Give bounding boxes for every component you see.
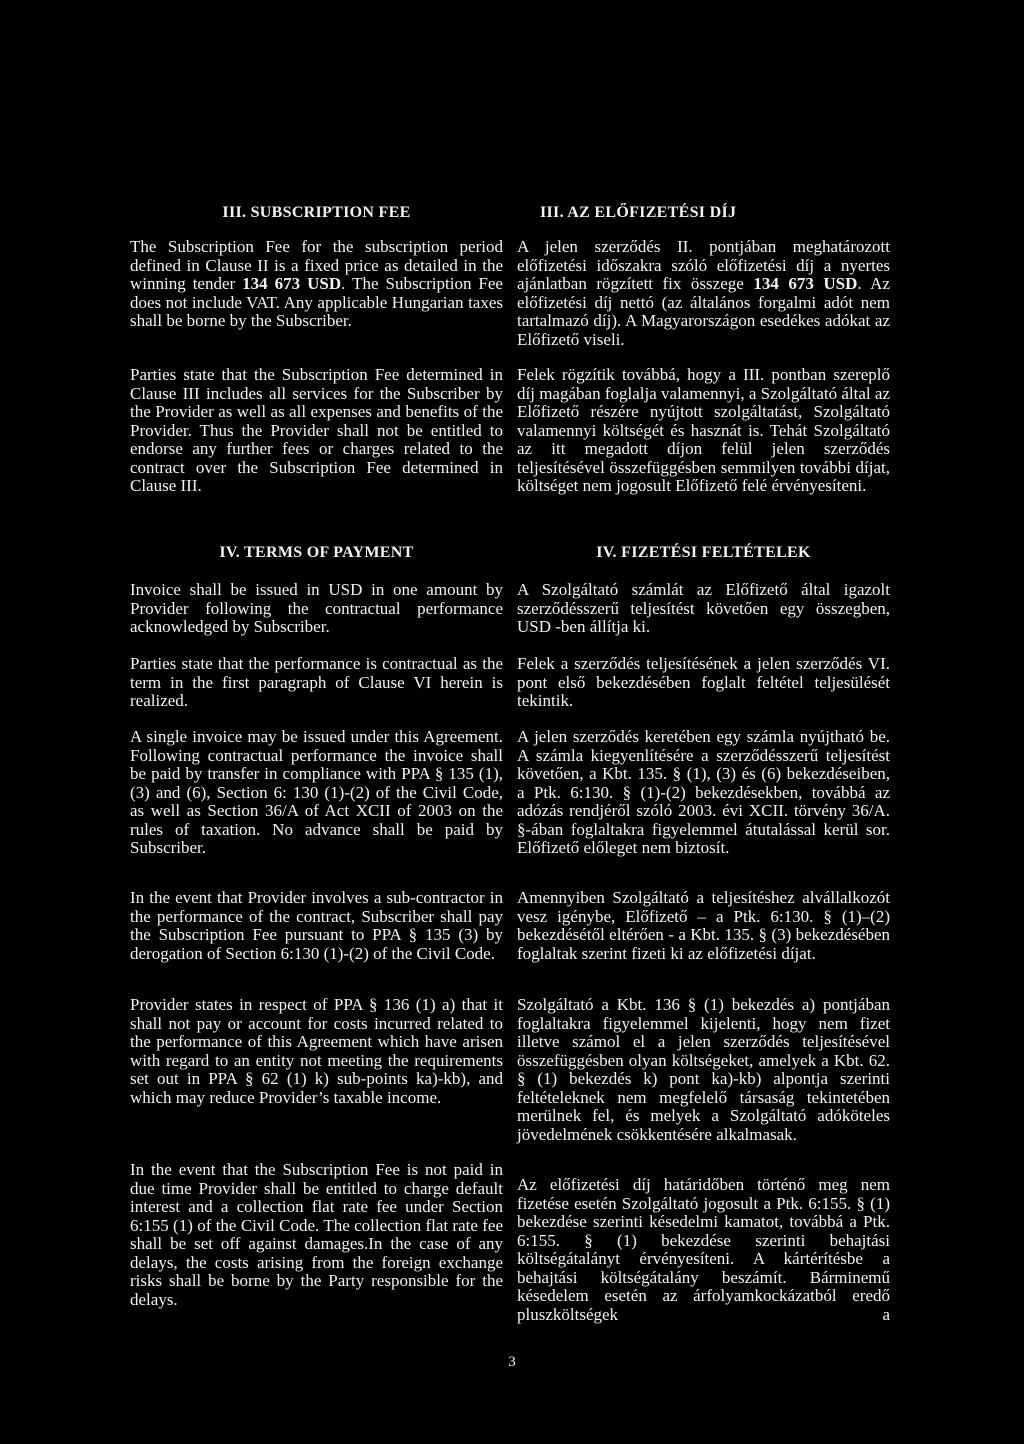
hu-fee-amount-value: 134 673 USD	[753, 274, 858, 293]
section-row-late-payment	[130, 1160, 890, 1324]
section-row-subscription-fee-heading	[130, 204, 890, 238]
hu-heading-terms-of-payment: IV. FIZETÉSI FELTÉTELEK	[596, 544, 811, 561]
en-paragraph-costs: Provider states in respect of PPA § 136 (1) a) that it shall not pay or account for costs incurred related to the performance of this Agreement which have arisen with regard to an entity not meeting the requirements set out in PPA § 62 (1) k) sub-points ka)-kb), and which may reduce Provider’s taxable income.	[130, 995, 503, 1107]
hu-paragraph-performance: Felek a szerződés teljesítésének a jelen szerződés VI. pont első bekezdésében foglalt feltétel teljesülését tekintik.	[517, 654, 890, 710]
hu-fee-amount-text-before: A jelen szerződés II. pontjában meghatározott előfizetési időszakra szóló előfizetési díj a nyertes ajánlatban rögzített fix összege	[517, 237, 890, 293]
en-fee-amount-text-before: The Subscription Fee for the subscription period defined in Clause II is a fixed price as detailed in the winning tender	[130, 237, 503, 293]
en-paragraph-invoice-issue: Invoice shall be issued in USD in one amount by Provider following the contractual performance acknowledged by Subscriber.	[130, 580, 503, 636]
en-paragraph-late-payment: In the event that the Subscription Fee is not paid in due time Provider shall be entitled to charge default interest and a collection flat rate fee under Section 6:155 (1) of the Civil Code. The collection flat rate fee shall be set off against damages.In the case of any delays, the costs arising from the foreign exchange risks shall be borne by the Party responsible for the delays.	[130, 1160, 503, 1309]
en-paragraph-fee-amount	[130, 238, 503, 356]
en-fee-amount-text-after: . The Subscription Fee does not include VAT. Any applicable Hungarian taxes shall be borne by the Subscriber.	[130, 274, 503, 330]
section-row-fee-scope	[130, 366, 890, 544]
en-paragraph-performance: Parties state that the performance is contractual as the term in the first paragraph of Clause VI herein is realized.	[130, 654, 503, 710]
en-heading-terms-of-payment: IV. TERMS OF PAYMENT	[219, 544, 414, 561]
hu-heading-subscription-fee: III. AZ ELŐFIZETÉSI DÍJ	[540, 204, 737, 221]
hu-paragraph-late-payment: Az előfizetési díj határidőben történő meg nem fizetése esetén Szolgáltató jogosult a Ptk. 6:155. § (1) bekezdése szerinti késedelmi kamatot, továbbá a Ptk. 6:155. § (1) bekezdése szerinti behajtási költségátalányt érvényesíteni. A kártérítésbe a behajtási költségátalány beszámít. Bárminemű késedelem esetén az árfolyamkockázatból eredő pluszköltségek a	[517, 1175, 890, 1324]
hu-paragraph-subcontractor: Amennyiben Szolgáltató a teljesítéshez alvállalkozót vesz igénybe, Előfizető – a Ptk. 6:130. § (1)–(2) bekezdésétől eltérően - a Kbt. 135. § (3) bekezdésében foglaltak szerint fizeti ki az előfizetési díjat.	[517, 888, 890, 963]
hu-paragraph-costs: Szolgáltató a Kbt. 136 § (1) bekezdés a) pontjában foglaltakra figyelemmel kijelenti, hogy nem fizet illetve számol el a jelen szerződés teljesítésével összefüggésben olyan költségeket, amelyek a Kbt. 62. § (1) bekezdés k) pont ka)-kb) alpontja szerinti feltételeknek nem megfelelő társaság tekintetében merülnek fel, és melyek a Szolgáltató adóköteles jövedelmének csökkentésére alkalmasak.	[517, 995, 890, 1144]
hu-paragraph-single-invoice: A jelen szerződés keretében egy számla nyújtható be. A számla kiegyenlítésére a szerződésszerű teljesítést követően, a Kbt. 135. § (1), (3) és (6) bekezdéseiben, a Ptk. 6:130. § (1)-(2) bekezdésekben, továbbá az adózás rendjéről szóló 2003. évi XCII. törvény 36/A. §-ában foglaltakra figyelemmel átutalással kerül sor. Előfizető előleget nem biztosít.	[517, 727, 890, 857]
hu-paragraph-invoice-issue: A Szolgáltató számlát az Előfizető által igazolt szerződésszerű teljesítést követően egy összegben, USD -ben állítja ki.	[517, 580, 890, 636]
hu-paragraph-fee-scope: Felek rögzítik továbbá, hogy a III. pontban szereplő díj magában foglalja valamennyi, a Szolgáltató által az Előfizető részére nyújtott szolgáltatást, Szolgáltató valamennyi költségét és hasznát is. Tehát Szolgáltató az itt megadott díjon felül jelen szerződés teljesítésével összefüggésben semmilyen további díjat, költséget nem jogosult Előfizető felé érvényesíteni.	[517, 365, 890, 495]
section-row-fee-amount	[130, 238, 890, 366]
section-row-single-invoice	[130, 728, 890, 889]
hu-fee-amount-text-after: . Az előfizetési díj nettó (az általános forgalmi adót nem tartalmazó díj). A Magyarországon esedékes adókat az Előfizető viseli.	[517, 274, 891, 349]
section-row-subcontractor	[130, 889, 890, 996]
section-row-costs	[130, 996, 890, 1176]
en-paragraph-single-invoice: A single invoice may be issued under this Agreement. Following contractual performance the invoice shall be paid by transfer in compliance with PPA § 135 (1), (3) and (6), Section 6: 130 (1)-(2) of the Civil Code, as well as Section 36/A of Act XCII of 2003 on the rules of taxation. No advance shall be paid by Subscriber.	[130, 727, 503, 857]
section-row-performance	[130, 655, 890, 728]
en-paragraph-fee-scope: Parties state that the Subscription Fee determined in Clause III includes all services for the Subscriber by the Provider as well as all expenses and benefits of the Provider. Thus the Provider shall not be entitled to endorse any further fees or charges related to the contract over the Subscription Fee determined in Clause III.	[130, 365, 503, 495]
en-paragraph-subcontractor: In the event that Provider involves a sub-contractor in the performance of the contract, Subscriber shall pay the Subscription Fee pursuant to PPA § 135 (3) by derogation of Section 6:130 (1)-(2) of the Civil Code.	[130, 888, 503, 963]
section-row-terms-of-payment-heading	[130, 544, 890, 581]
section-row-invoice-issue	[130, 581, 890, 655]
page-number: 3	[508, 1354, 516, 1370]
bilingual-document-page	[130, 204, 890, 1324]
en-heading-subscription-fee: III. SUBSCRIPTION FEE	[222, 204, 411, 221]
en-fee-amount-value: 134 673 USD	[242, 274, 342, 293]
hu-paragraph-fee-amount	[517, 238, 890, 356]
